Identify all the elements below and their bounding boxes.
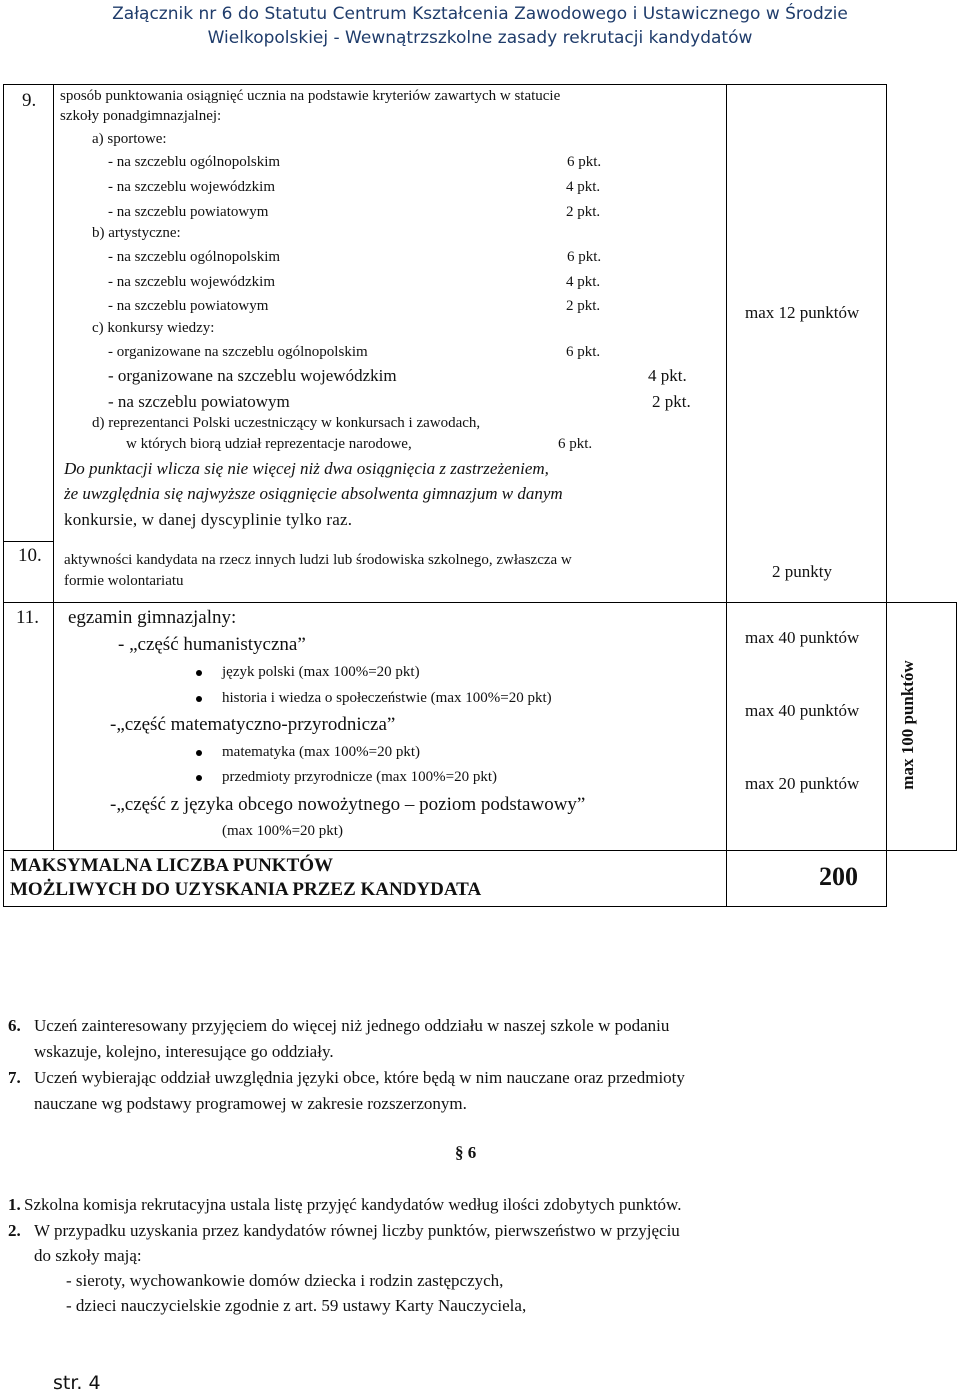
exam-title: egzamin gimnazjalny:: [68, 607, 237, 628]
exam-subject: przedmioty przyrodnicze (max 100%=20 pkt): [222, 769, 498, 785]
points-value: 6 pkt.: [566, 344, 601, 360]
paragraph-number: 1.: [8, 1195, 21, 1214]
table-row-separator-summary: [3, 850, 957, 851]
exam-max-language: max 20 punktów: [745, 774, 860, 793]
table-row-separator-9-10: [3, 541, 53, 542]
exam-max-math-science: max 40 punktów: [745, 701, 860, 720]
row9-max-points: max 12 punktów: [745, 303, 860, 322]
exam-language-note: (max 100%=20 pkt): [222, 823, 343, 839]
row-number-9: 9.: [22, 90, 37, 111]
list-item: - organizowane na szczeblu wojewódzkim: [108, 366, 397, 385]
list-item: - na szczeblu powiatowym: [108, 204, 269, 220]
list-item: - na szczeblu wojewódzkim: [108, 274, 276, 290]
points-value: 4 pkt.: [566, 274, 601, 290]
table-divider-number: [53, 84, 54, 851]
points-value: 2 pkt.: [566, 298, 601, 314]
table-divider-points: [726, 84, 727, 907]
paragraph-number: 7.: [8, 1068, 21, 1087]
points-value: 2 pkt.: [652, 392, 691, 411]
paragraph-text: Szkolna komisja rekrutacyjna ustala listę przyjęć kandydatów według ilości zdobytych punktów.: [24, 1195, 682, 1214]
exam-max-humanities: max 40 punktów: [745, 628, 860, 647]
document-header-line2: Wielkopolskiej - Wewnątrzszkolne zasady rekrutacji kandydatów: [207, 28, 753, 48]
row-number-10: 10.: [18, 545, 42, 566]
paragraph-text: do szkoły mają:: [34, 1246, 142, 1265]
paragraph-text: wskazuje, kolejno, interesujące go oddziały.: [34, 1042, 334, 1061]
criteria-intro-line1: sposób punktowania osiągnięć ucznia na podstawie kryteriów zawartych w statucie: [60, 88, 561, 104]
list-item: - na szczeblu ogólnopolskim: [108, 249, 281, 265]
row10-max-points: 2 punkty: [772, 562, 832, 581]
list-item: - dzieci nauczycielskie zgodnie z art. 59 ustawy Karty Nauczyciela,: [66, 1296, 527, 1315]
table-total-divider: [886, 602, 887, 907]
list-item: - na szczeblu wojewódzkim: [108, 179, 276, 195]
list-item: - organizowane na szczeblu ogólnopolskim: [108, 344, 368, 360]
points-value: 4 pkt.: [566, 179, 601, 195]
volunteer-line2: formie wolontariatu: [64, 573, 184, 589]
list-item: - na szczeblu powiatowym: [108, 298, 269, 314]
category-sport-label: a) sportowe:: [92, 131, 167, 147]
category-national-line1: d) reprezentanci Polski uczestniczący w konkursach i zawodach,: [92, 415, 481, 431]
points-value: 6 pkt.: [567, 154, 602, 170]
table-border-right: [886, 84, 887, 604]
exam-part-foreign-language: -„część z języka obcego nowożytnego – poziom podstawowy”: [110, 794, 586, 815]
paragraph-text: nauczane wg podstawy programowej w zakresie rozszerzonym.: [34, 1094, 467, 1113]
points-value: 6 pkt.: [567, 249, 602, 265]
page-number: str. 4: [53, 1372, 101, 1394]
exam-subject: język polski (max 100%=20 pkt): [222, 664, 420, 680]
table-row-separator-10-11: [3, 602, 956, 603]
category-knowledge-label: c) konkursy wiedzy:: [92, 320, 215, 336]
volunteer-line1: aktywności kandydata na rzecz innych ludzi lub środowiska szkolnego, zwłaszcza w: [64, 552, 572, 568]
row-number-11: 11.: [16, 607, 40, 628]
list-item: - na szczeblu ogólnopolskim: [108, 154, 281, 170]
section-heading: § 6: [455, 1143, 477, 1162]
paragraph-text: Uczeń zainteresowany przyjęciem do więcej niż jednego oddziału w naszej szkole w podaniu: [34, 1016, 670, 1035]
paragraph-text: Uczeń wybierając oddział uwzględnia języki obce, które będą w nim nauczane oraz przedmioty: [34, 1068, 685, 1087]
table-border-left: [3, 84, 4, 907]
bullet-icon: [196, 775, 202, 781]
exam-subject: historia i wiedza o społeczeństwie (max 100%=20 pkt): [222, 690, 552, 706]
points-value: 2 pkt.: [566, 204, 601, 220]
summary-value: 200: [819, 862, 858, 891]
document-header-line1: Załącznik nr 6 do Statutu Centrum Kształcenia Zawodowego i Ustawicznego w Środzie: [112, 4, 848, 24]
bullet-icon: [196, 670, 202, 676]
list-item: - na szczeblu powiatowym: [108, 392, 290, 411]
note-line3: konkursie, w danej dyscyplinie tylko raz.: [64, 510, 353, 529]
paragraph-number: 2.: [8, 1221, 21, 1240]
exam-subject: matematyka (max 100%=20 pkt): [222, 744, 420, 760]
exam-part-humanities: - „część humanistyczna”: [118, 634, 306, 655]
list-item: - sieroty, wychowankowie domów dziecka i rodzin zastępczych,: [66, 1271, 504, 1290]
paragraph-text: W przypadku uzyskania przez kandydatów równej liczby punktów, pierwszeństwo w przyjęciu: [34, 1221, 680, 1240]
bullet-icon: [196, 696, 202, 702]
exam-part-math-science: -„część matematyczno-przyrodnicza”: [110, 714, 396, 735]
exam-max-total: max 100 punktów: [898, 660, 917, 790]
bullet-icon: [196, 750, 202, 756]
table-border-bottom: [3, 906, 887, 907]
note-line1: Do punktacji wlicza się nie więcej niż dwa osiągnięcia z zastrzeżeniem,: [64, 459, 549, 478]
paragraph-number: 6.: [8, 1016, 21, 1035]
note-line2: że uwzględnia się najwyższe osiągnięcie absolwenta gimnazjum w danym: [64, 484, 563, 503]
points-value: 4 pkt.: [648, 366, 687, 385]
summary-label-line1: MAKSYMALNA LICZBA PUNKTÓW: [10, 855, 334, 876]
table-total-border-right: [956, 602, 957, 851]
points-value: 6 pkt.: [558, 436, 593, 452]
category-art-label: b) artystyczne:: [92, 225, 181, 241]
table-border-top: [3, 84, 887, 85]
criteria-intro-line2: szkoły ponadgimnazjalnej:: [60, 108, 222, 124]
summary-label-line2: MOŻLIWYCH DO UZYSKANIA PRZEZ KANDYDATA: [10, 879, 482, 900]
category-national-line2: w których biorą udział reprezentacje narodowe,: [126, 436, 412, 452]
